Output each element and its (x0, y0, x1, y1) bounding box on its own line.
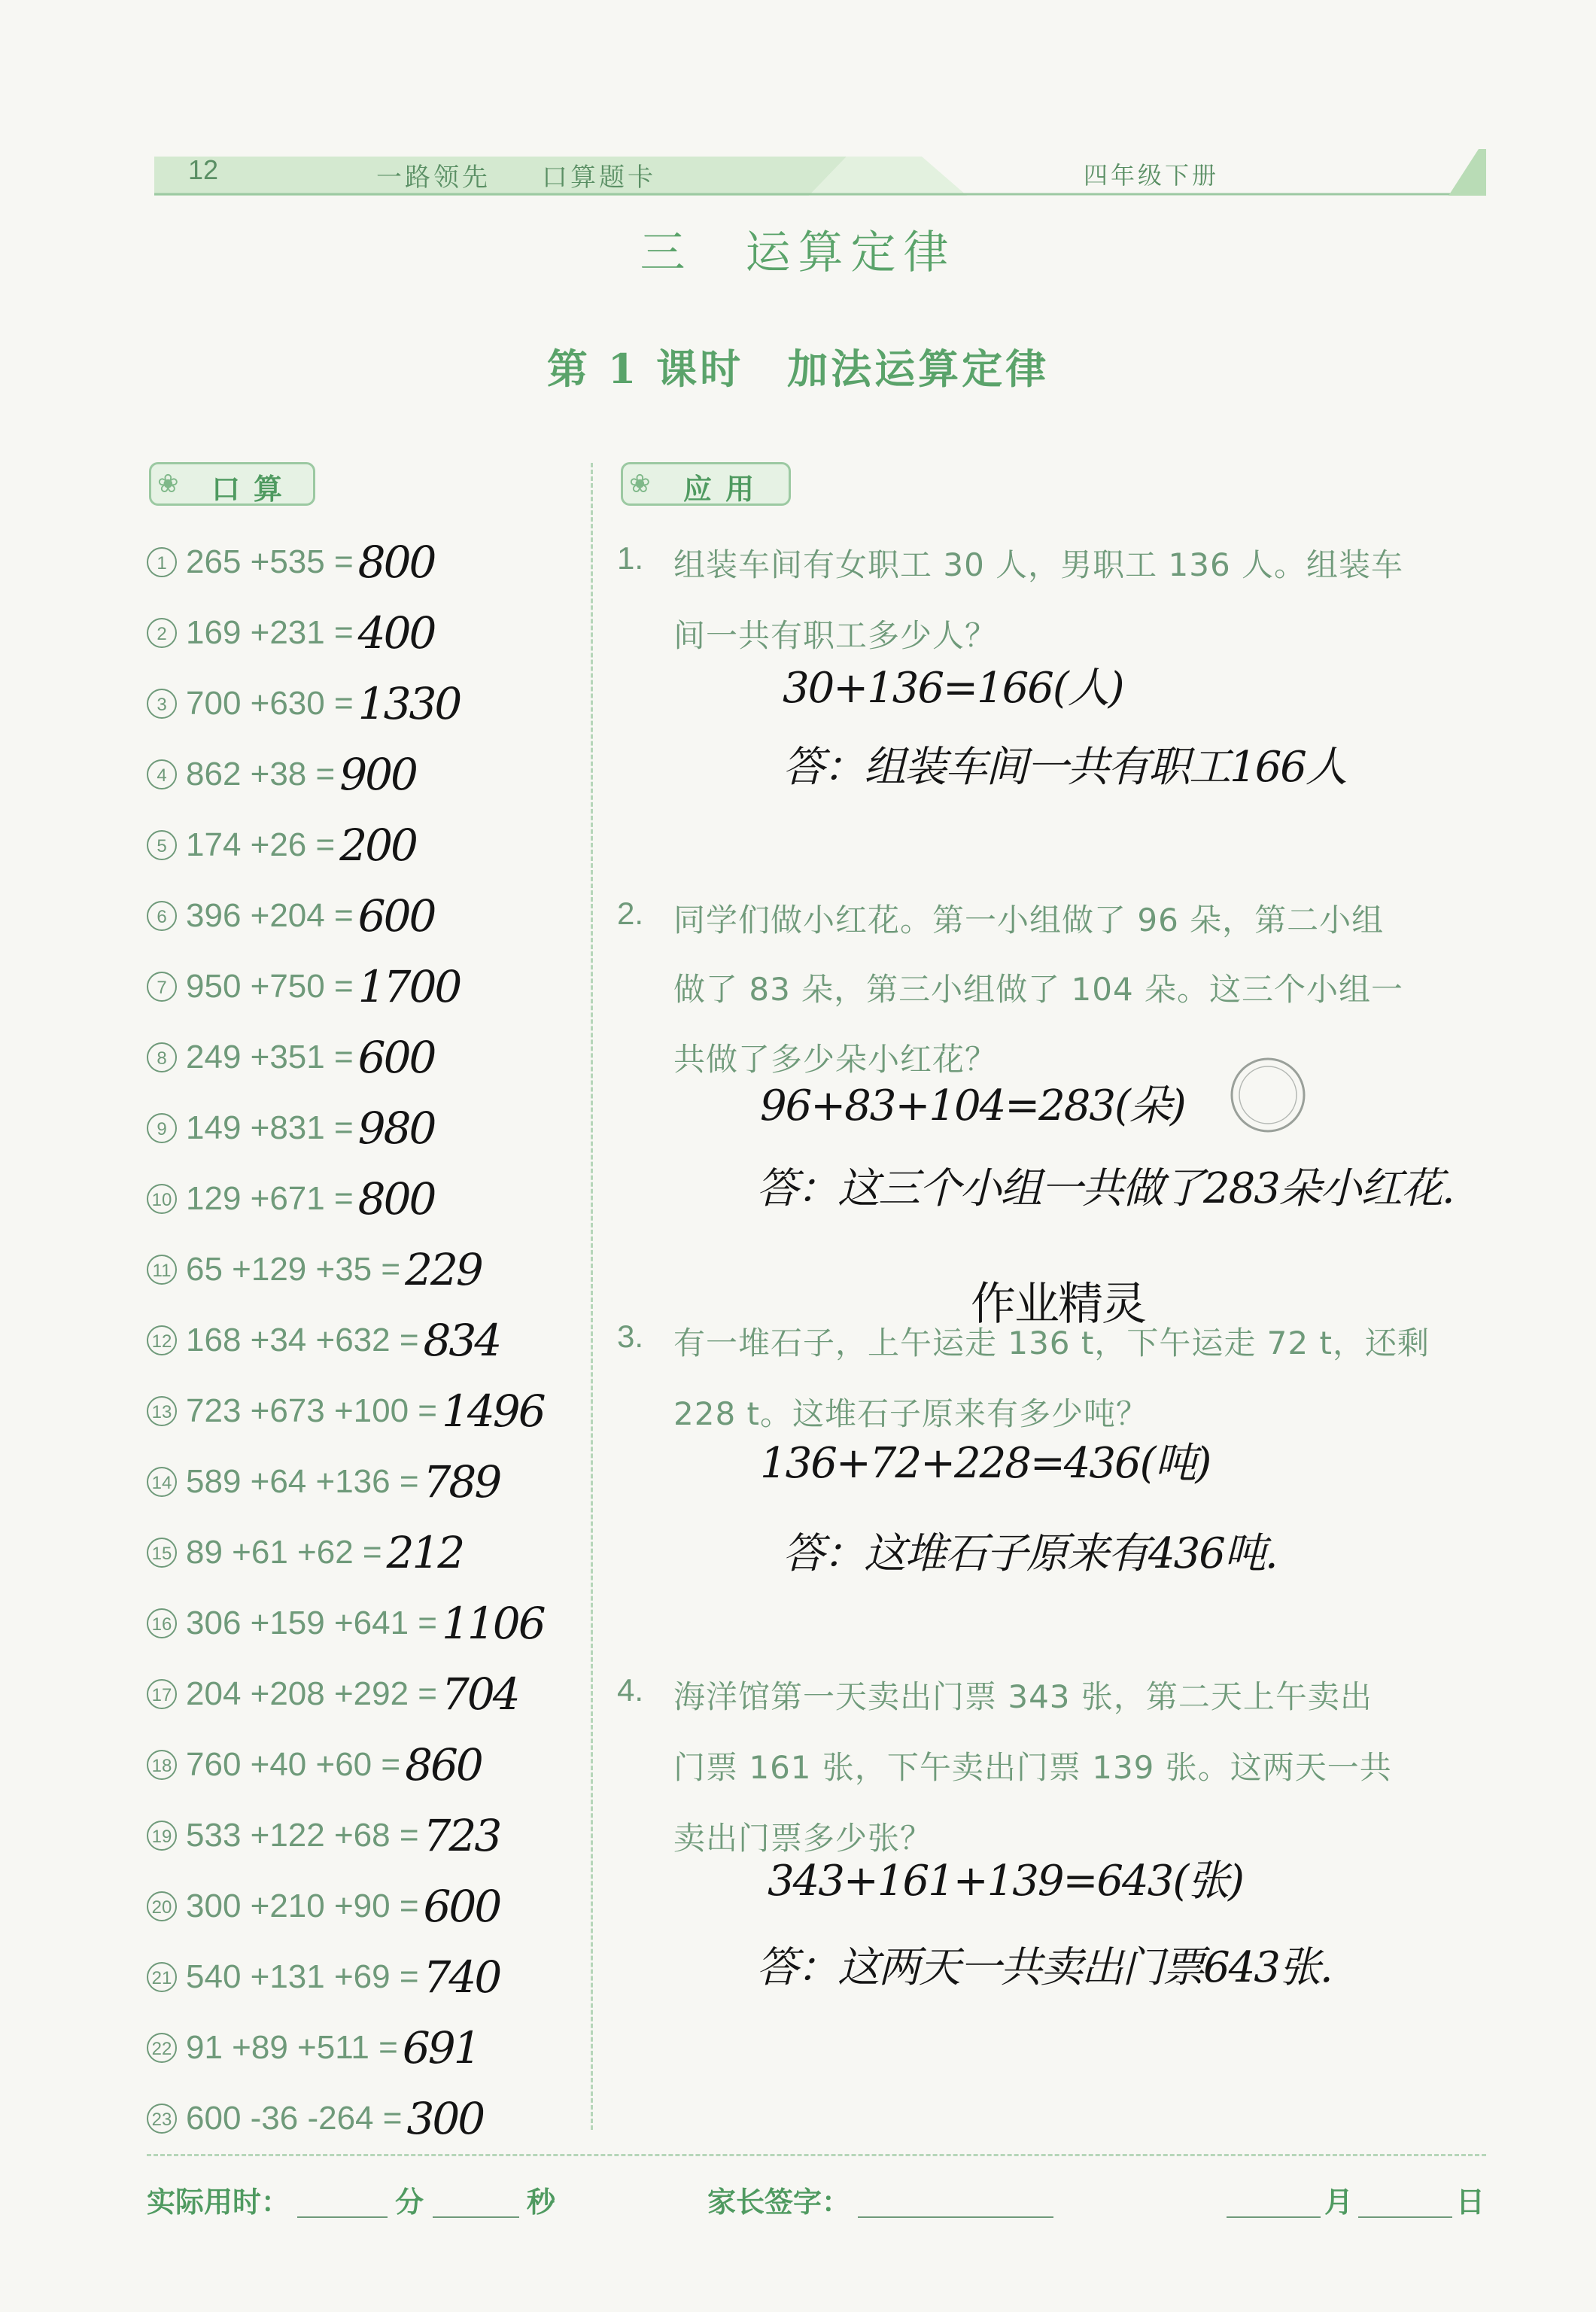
problem-number: 14 (147, 1467, 177, 1497)
handwritten-answer: 723 (423, 1810, 500, 1861)
signature-label: 家长签字： (707, 2186, 851, 2219)
day-label: 日 (1456, 2186, 1485, 2219)
oral-problem (147, 603, 434, 663)
handwritten-answer: 300 (406, 2093, 484, 2144)
problem-number: 12 (147, 1325, 177, 1355)
oral-problem (147, 1240, 482, 1300)
oral-problem (147, 1452, 500, 1512)
problem-number: 4 (147, 759, 177, 789)
oral-problem (147, 1027, 434, 1088)
oral-section-title: 口算 (211, 473, 296, 506)
problem-expression: 300 +210 +90 = (186, 1888, 419, 1924)
handwritten-answer-sentence: 答：这三个小组一共做了283朵小红花. (756, 1164, 1454, 1213)
problem-number: 11 (147, 1255, 177, 1285)
handwritten-equation: 343+161+139=643(张) (768, 1857, 1244, 1906)
problem-expression: 306 +159 +641 = (186, 1605, 437, 1641)
problem-number: 21 (147, 1962, 177, 1992)
problem-expression: 950 +750 = (186, 968, 354, 1005)
problem-number: 15 (147, 1538, 177, 1568)
question-number: 3. (617, 1319, 644, 1354)
handwritten-equation: 136+72+228=436(吨) (760, 1439, 1211, 1488)
seconds-blank (433, 2216, 519, 2218)
question-text-line: 组装车间有女职工 30 人，男职工 136 人。组装车 (673, 546, 1404, 583)
question-text-line: 海洋馆第一天卖出门票 343 张，第二天上午卖出 (673, 1678, 1373, 1715)
handwritten-answer: 600 (357, 1032, 435, 1083)
oral-problem (147, 1310, 500, 1370)
flower-icon: ❀ (629, 469, 651, 499)
handwritten-answer: 1106 (442, 1598, 544, 1649)
problem-expression: 149 +831 = (186, 1109, 354, 1146)
handwritten-answer: 691 (402, 2022, 479, 2073)
question-text-line: 卖出门票多少张？ (673, 1820, 933, 1857)
signature-blank (858, 2216, 1053, 2218)
oral-problem (147, 1523, 463, 1583)
problem-expression: 600 -36 -264 = (186, 2100, 403, 2137)
question-text-line: 间一共有职工多少人？ (673, 617, 998, 654)
problem-expression: 174 +26 = (186, 826, 336, 863)
handwritten-answer: 200 (339, 820, 416, 871)
handwritten-answer: 800 (357, 537, 435, 588)
problem-number: 9 (147, 1113, 177, 1143)
problem-number: 18 (147, 1750, 177, 1780)
problem-expression: 129 +671 = (186, 1180, 354, 1217)
handwritten-answer: 212 (386, 1527, 464, 1578)
problem-number: 2 (147, 618, 177, 648)
problem-number: 6 (147, 901, 177, 931)
oral-problem (147, 1735, 482, 1795)
problem-expression: 168 +34 +632 = (186, 1322, 419, 1358)
handwritten-answer-sentence: 答：这两天一共卖出门票643张. (756, 1943, 1332, 1992)
problem-expression: 204 +208 +292 = (186, 1675, 437, 1712)
problem-expression: 760 +40 +60 = (186, 1746, 401, 1783)
oral-problem (147, 1593, 544, 1653)
application-section-title: 应用 (683, 473, 768, 506)
problem-expression: 862 +38 = (186, 756, 336, 792)
handwritten-answer: 229 (405, 1244, 482, 1295)
problem-number: 8 (147, 1042, 177, 1072)
lesson-title: 第 1 课时 加法运算定律 (546, 345, 1050, 393)
day-blank (1358, 2216, 1452, 2218)
question-number: 1. (617, 540, 644, 576)
handwritten-answer-sentence: 答：组装车间一共有职工166人 (783, 743, 1346, 792)
oral-problem (147, 1876, 500, 1936)
oral-problem (147, 1664, 518, 1724)
oral-problem (147, 1169, 434, 1229)
minute-label: 分 (395, 2186, 424, 2219)
handwritten-answer: 400 (357, 607, 435, 659)
application-section-tab (621, 462, 791, 506)
handwritten-answer: 860 (405, 1739, 482, 1790)
question-text-line: 门票 161 张，下午卖出门票 139 张。这两天一共 (673, 1749, 1392, 1786)
problem-number: 17 (147, 1679, 177, 1709)
oral-problem (147, 1098, 434, 1158)
handwritten-equation: 96+83+104=283(朵) (760, 1081, 1185, 1130)
question-number: 4. (617, 1672, 644, 1708)
problem-number: 3 (147, 689, 177, 719)
problem-expression: 249 +351 = (186, 1039, 354, 1075)
oral-problem (147, 1805, 500, 1866)
problem-number: 23 (147, 2104, 177, 2134)
handwritten-answer: 1700 (357, 961, 461, 1012)
month-label: 月 (1324, 2186, 1354, 2219)
problem-number: 10 (147, 1184, 177, 1214)
problem-expression: 723 +673 +100 = (186, 1392, 437, 1429)
series-name: 一路领先 (376, 163, 491, 193)
oral-problem (147, 744, 416, 805)
problem-expression: 169 +231 = (186, 614, 354, 651)
oral-problem (147, 815, 416, 875)
problem-expression: 396 +204 = (186, 897, 354, 934)
question-text-line: 有一堆石子，上午运走 136 t，下午运走 72 t，还剩 (673, 1325, 1430, 1361)
second-label: 秒 (527, 2186, 556, 2219)
question-text-line: 228 t。这堆石子原来有多少吨？ (673, 1395, 1148, 1432)
problem-expression: 65 +129 +35 = (186, 1251, 401, 1288)
handwritten-answer: 900 (339, 749, 416, 800)
question-text-line: 做了 83 朵，第三小组做了 104 朵。这三个小组一 (673, 971, 1404, 1008)
header-band (154, 149, 1486, 196)
homework-stamp (1227, 1054, 1309, 1136)
unit-title: 三 运算定律 (640, 227, 956, 279)
minutes-blank (297, 2216, 388, 2218)
question-text-line: 共做了多少朵小红花？ (673, 1041, 998, 1078)
oral-problem (147, 674, 460, 734)
handwritten-answer: 980 (357, 1103, 435, 1154)
problem-number: 5 (147, 830, 177, 860)
footer-divider (147, 2154, 1486, 2156)
oral-problem (147, 2088, 483, 2149)
handwritten-answer: 704 (442, 1669, 518, 1720)
problem-expression: 700 +630 = (186, 685, 354, 722)
problem-expression: 589 +64 +136 = (186, 1463, 419, 1500)
handwritten-answer: 789 (423, 1456, 500, 1507)
problem-expression: 91 +89 +511 = (186, 2029, 398, 2066)
grade-label: 四年级下册 (1084, 161, 1220, 190)
oral-problem (147, 2018, 479, 2078)
problem-expression: 540 +131 +69 = (186, 1958, 419, 1995)
oral-problem (147, 1947, 500, 2007)
handwritten-answer: 600 (357, 890, 435, 942)
question-text-line: 同学们做小红花。第一小组做了 96 朵，第二小组 (673, 902, 1385, 938)
column-divider (591, 463, 593, 2130)
book-name: 口算题卡 (542, 163, 656, 193)
problem-number: 7 (147, 972, 177, 1002)
flower-icon: ❀ (157, 469, 179, 499)
problem-expression: 89 +61 +62 = (186, 1534, 382, 1571)
handwritten-note: 作业精灵 (971, 1278, 1145, 1331)
problem-number: 22 (147, 2033, 177, 2063)
month-blank (1227, 2216, 1321, 2218)
handwritten-answer: 1496 (442, 1386, 544, 1437)
oral-problem (147, 957, 460, 1017)
problem-expression: 533 +122 +68 = (186, 1817, 419, 1854)
page-number: 12 (188, 154, 219, 185)
handwritten-answer-sentence: 答：这堆石子原来有436吨. (783, 1529, 1277, 1578)
problem-number: 20 (147, 1891, 177, 1921)
problem-expression: 265 +535 = (186, 543, 354, 580)
problem-number: 1 (147, 547, 177, 577)
handwritten-answer: 600 (423, 1881, 500, 1932)
oral-problem (147, 886, 434, 946)
handwritten-answer: 834 (423, 1315, 500, 1366)
problem-number: 16 (147, 1608, 177, 1638)
time-label: 实际用时： (147, 2186, 290, 2219)
oral-problem (147, 532, 434, 592)
question-number: 2. (617, 896, 644, 931)
oral-problem (147, 1381, 544, 1441)
problem-number: 19 (147, 1821, 177, 1851)
handwritten-answer: 740 (423, 1952, 500, 2003)
oral-section-tab (149, 462, 315, 506)
problem-number: 13 (147, 1396, 177, 1426)
handwritten-answer: 1330 (357, 678, 461, 729)
handwritten-answer: 800 (357, 1173, 435, 1224)
handwritten-equation: 30+136=166(人) (783, 664, 1123, 713)
